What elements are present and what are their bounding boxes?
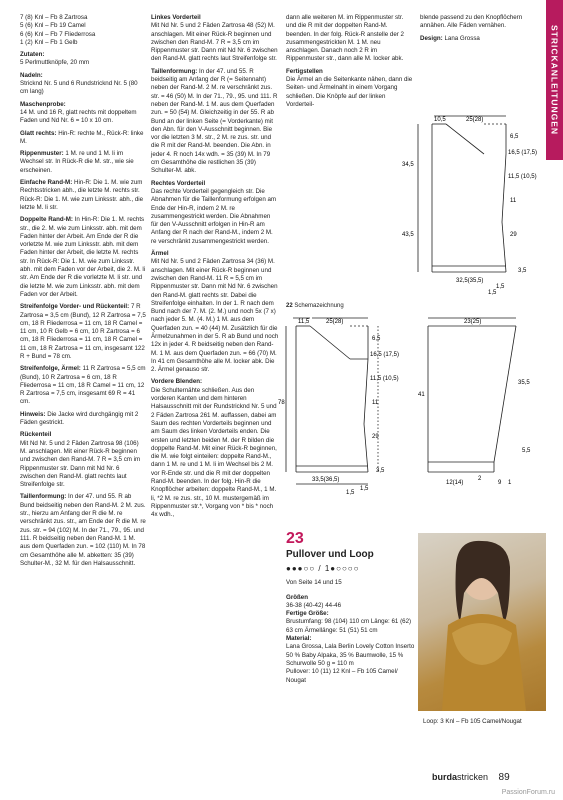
s22-g: 29 (372, 434, 379, 440)
st-h: 34,5 (402, 162, 414, 168)
doppelte-rand: Doppelte Rand-M: In Hin-R: Die 1. M. rechts str., die 2. M. wie zum Linksstr. abh. mit dem Faden hinter der Arbeit. Am Ende der R die vorletzte M. wie zum Linksstr. abh. mit dem Faden hinter der Arbeit, die letzte M. rechts str. In Rück-R: Die 1. M. wie zum Linksstr. abh. mit dem Faden vor der Arbeit, die 2. M. li str. Am Ende der R die vorletzte M. li str. und die letzte M. wie zum Linksstr. abh. mit dem Faden vor der Arbeit. (20, 216, 146, 298)
side-tab-label: STRICKANLEITUNGEN (549, 24, 560, 136)
brand-light: stricken (457, 772, 489, 782)
s22-f: 11 (372, 400, 379, 406)
sl-b: 35,5 (518, 380, 530, 386)
st-i: 43,5 (402, 232, 414, 238)
s22-a: 11,5 (298, 319, 310, 325)
mat-title: Material: (286, 635, 312, 643)
st-a: 10,5 (434, 117, 446, 123)
column-4 (420, 14, 538, 47)
sleeve-drawing (418, 312, 543, 487)
sl-f: 9 (498, 480, 502, 486)
sizes: 36-38 (40-42) 44-46 (286, 601, 342, 609)
page-number: 89 (498, 772, 510, 783)
glatt-rechts: Glatt rechts: Hin-R: rechte M., Rück-R: linke M. (20, 129, 144, 145)
st-j: 32,5(35,5) (456, 278, 484, 284)
column-3 (286, 14, 414, 113)
s22-c: 6,5 (372, 336, 381, 342)
st-c: 6,5 (510, 134, 519, 140)
sizes-title: Größen (286, 593, 309, 601)
brand-bold: burda (432, 772, 458, 782)
yarn-list: 7 (8) Knl – Fb 8 Zartrosa 5 (6) Knl – Fb 19 Camel 6 (6) Knl – Fb 7 Fliederrosa 1 (2) Knl – Fb 1 Gelb (20, 14, 96, 46)
schema-22-drawing (278, 314, 418, 504)
s22-d: 16,5 (17,5) (370, 352, 400, 358)
s22-e: 11,5 (10,5) (370, 376, 399, 382)
vordere-blenden: Vordere Blenden: Die Schulternähte schließen. Aus den vorderen Kanten und dem hinteren Halsausschnitt mit der Rundstricknd Nr. 5 und 2 Fäden Zartrosa 261 M. auffassen, dabei am Saum des rechten Vorderteils beginnen und am Saum des linken Vorderteils enden. Die ersten und letzten beiden M. der R bilden die doppelte Rand-M. Mit einer Rück-R beginnen, die M. wie folgt einteilen: doppelte Rand-M., dann 1 M. re und 1 M. li im Wechsel bis 2 M. vor R-Ende str. und die R mit der doppelten Rand-M. beenden. In der folg. Hin-R die Knopflöcher arbeiten: doppelte Rand-M., 1 M. li, *2 M. re zus. str., 10 M. mustergemäß im Rippenmuster str.*, Vorgang von * bis * noch 4x wdh., (151, 378, 277, 519)
schema-top-drawing (402, 112, 538, 302)
st-m: 3,5 (518, 268, 527, 274)
sl-c: 41 (418, 392, 425, 398)
model-photo (418, 533, 546, 711)
pullover-yarn: Pullover: 10 (11) 12 Knl – Fb 105 Camel/ Nougat (286, 668, 398, 684)
section-23 (286, 530, 418, 685)
s22-j: 1,5 (346, 490, 355, 496)
fin-title: Fertige Größe: (286, 610, 329, 618)
s22-l: 3,5 (376, 468, 385, 474)
nadeln: Nadeln: Stricknd Nr. 5 und 6 Rundstricknd Nr. 5 (80 cm lang) (20, 71, 138, 96)
col3-cont: dann alle weiteren M. im Rippenmuster str. und die R mit der doppelten Rand-M. beenden. In der folg. Rück-R anstelle der 2 zusammengestrickten M. 1 M. neu anschlagen. Danach noch 2 R im Rippenmuster str., dann alle M. locker abk. (286, 14, 404, 63)
section-23-title: Pullover und Loop (286, 549, 374, 560)
section-23-number: 23 (286, 530, 304, 547)
fin: Brustumfang: 98 (104) 110 cm Länge: 61 (62) 63 cm Ärmellänge: 51 (51) 51 cm (286, 618, 412, 634)
s22-i: 33,5(36,5) (312, 477, 340, 483)
streifen-vr: Streifenfolge Vorder- und Rückenteil: 7 R Zartrosa = 3,5 cm (Bund), 12 R Zartrosa = 7,5 cm, 18 R Fliederrosa = 11 cm, 18 R Camel = 11 cm, 10 R Gelb = 6 cm, 10 R Zartrosa = 6 cm, 18 R Fliederrosa = 11 cm, 18 R Camel = 11 cm, 18 R Zartrosa = 11 cm, insgesamt 122 R + Bund = 78 cm. (20, 303, 146, 360)
column-1 (20, 14, 146, 572)
s22-h: 78 (278, 400, 285, 406)
sl-d: 5,5 (522, 448, 531, 454)
st-k: 1,5 (496, 284, 505, 290)
rueckenteil: Rückenteil Mit Nd Nr. 5 und 2 Fäden Zartrosa 98 (106) M. anschlagen. Mit einer Rück-R beginnen und zwischen den Rand-M. 7 R = 3,5 cm im Rippenmuster str. Dann mit Nd Nr. 6 zwischen den Rand-M. glatt rechts laut Streifenfolge str. (20, 431, 141, 489)
design: Design: Lana Grossa (420, 34, 480, 42)
hinweis: Hinweis: Die Jacke wird durchgängig mit 2 Fäden gestrickt. (20, 410, 139, 427)
zutaten: Zutaten: 5 Perlmuttknöpfe, 20 mm (20, 51, 90, 67)
page-ref: Von Seite 14 und 15 (286, 579, 342, 587)
column-2 (151, 14, 279, 524)
schema-22-title: 22 Schemazeichnung (286, 303, 344, 309)
st-d: 16,5 (17,5) (508, 150, 538, 156)
maschenprobe: Maschenprobe: 14 M. und 16 R, glatt rechts mit doppeltem Faden und Nd Nr. 6 = 10 x 10 cm. (20, 100, 137, 125)
s22-b: 25(28) (326, 319, 344, 325)
rippenmuster: Rippenmuster: 1 M. re und 1 M. li im Wechsel str. In Rück-R die M. str., wie sie erscheinen. (20, 150, 134, 174)
aermel: Ärmel Mit Nd Nr. 5 und 2 Fäden Zartrosa 34 (36) M. anschlagen. Mit einer Rück-R beginnen und zwischen den Rand-M. 11 R = 5,5 cm im Rippenmuster str. Dann mit Nd Nr. 6 zwischen den Rand-M. glatt rechts str. Dabei die Streifenfolge einhalten. In der 1. R nach dem Bund nach der 7. M. (2. M.) und noch 5x (7 x) nach jeder 5. M. (4. M.) 1 M. aus dem Querfaden zun. = 40 (44) M. Zusätzlich für die Ärmelzunahmen in der 5. R ab Bund und noch 12x in jeder 4. R beidseitig neben den Rand-M. 1 M. aus dem Querfaden zun. = 66 (70) M. In 41 cm Gesamthöhe alle M. locker abk. Die 2. Ärmel genauso str. (151, 250, 279, 374)
st-e: 11,5 (10,5) (508, 174, 537, 180)
col4-cont: blende passend zu den Knopflöchern annähen. Alle Fäden vernähen. (420, 14, 523, 30)
mat: Lana Grossa, Lala Berlin Lovely Cotton Inserto 50 % Baby Alpaka, 35 % Baumwolle, 15 % Schurwolle 50 g = 110 m (286, 643, 415, 667)
watermark: PassionForum.ru (501, 789, 555, 796)
fertigstellen: Fertigstellen Die Ärmel an die Seitenkante nähen, dann die Seiten- und Ärmelnaht in einem Vorgang schließen. Die Knöpfe auf der linken Vorderteil- (286, 67, 413, 108)
sl-h: 2 (478, 476, 482, 482)
sl-g: 1 (508, 480, 512, 486)
taillenformung-1: Taillenformung: In der 47. und 55. R ab Bund beidseitig neben den Rand-M. 2 M. zus. str., hierzu am Anfang der R die M. re verschränkt zus. str., am Ende der R die M. re zus. str. = 94 (102) M. In der 71., 79., 95. und 111. R beidseitig neben den Rand-M. 1 M. aus dem Querfaden zun. = 102 (110) M. In 78 cm Gesamthöhe alle M. abketten: 35 (39) Schulter-M., 32 M. für den Halsausschnitt. (20, 493, 146, 567)
st-f: 11 (510, 198, 517, 204)
einfache-rand: Einfache Rand-M: Hin-R: Die 1. M. wie zum Rechtsstricken abh., die letzte M. rechts str. Rück-R: Die 1. M. wie zum Linksstr. abh., die letzte M. li str. (20, 179, 144, 211)
rechtes-vorderteil: Rechtes Vorderteil Das rechte Vorderteil gegengleich str. Die Abnahmen für die Taillenformung erfolgen am Ende der Hin-R, indem 2 M. re zusammengestrickt werden. Die Abnahmen für den V-Ausschnitt erfolgen in Hin-R am Anfang der R nach der Rand-M., indem 2 M. re verschränkt zusammengestrickt werden. (151, 179, 277, 245)
loop-yarn: Loop: 3 Knl – Fb 105 Camel/Nougat (423, 718, 522, 725)
st-l: 1,5 (488, 290, 497, 296)
s22-k: 1,5 (360, 486, 369, 492)
taillenformung-2: Taillenformung: In der 47. und 55. R beidseitig am Anfang der R (= Seitennaht) neben der Rand-M. 2 M. re verschränkt zus. str. = 46 (50) M. In der 71., 79., 95. und 111. R neben der Rand-M. 1 M. aus dem Querfaden zun. = 50 (54) M. Gleichzeitig in der 55. R ab Bund an der linken Seite (= Vorderkante) mit den Abn. für den V-Ausschnitt beginnen. Bie vor die letzten 3 M. str., 2 M. re zus. str. und die R mit der Rand-M. beenden. Die Abn. in jeder 4. R noch 14x wdh. = 35 (39) M. In 79 cm Gesamthöhe die restlichen 35 (39) Schulter-M. abk. (151, 67, 278, 175)
streifen-arm: Streifenfolge, Ärmel: 11 R Zartrosa = 5,5 cm (Bund), 10 R Zartrosa = 6 cm, 18 R Fliederrosa = 11 cm, 18 R Camel = 11 cm, 12 R Zartrosa = 7,5 cm, insgesamt 69 R = 41 cm. (20, 365, 146, 406)
sl-a: 23(25) (464, 319, 482, 325)
sl-e: 12(14) (446, 480, 464, 486)
side-tab (546, 0, 563, 160)
footer (432, 772, 510, 783)
difficulty-dots: ●●●○○ / 1●○○○○ (286, 564, 360, 573)
st-b: 25(28) (466, 117, 484, 123)
st-g: 29 (510, 232, 517, 238)
linkes-vorderteil: Linkes Vorderteil Mit Nd Nr. 5 und 2 Fäden Zartrosa 48 (52) M. anschlagen. Mit einer Rück-R beginnen und zwischen den Rand-M. 7 R = 3,5 cm im Rippenmuster str. Dann mit Nd Nr. 6 zwischen den Rand-M. glatt rechts laut Streifenfolge str. (151, 14, 278, 63)
